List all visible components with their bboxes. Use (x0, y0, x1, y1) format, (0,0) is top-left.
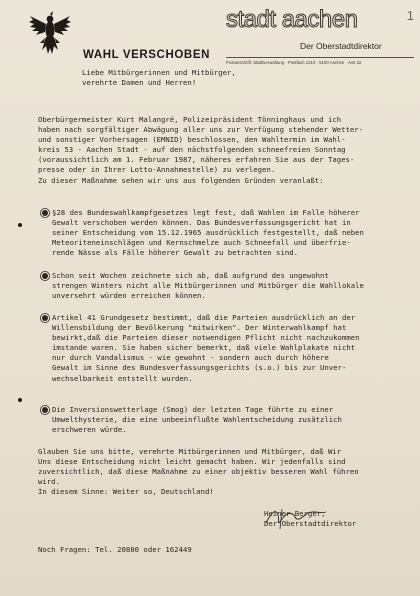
closing-line: zuversichtlich, daß diese Maßnahme zu einer objektiv besseren Wahl führen (38, 467, 359, 477)
greeting (82, 68, 236, 88)
page-mark: 1 (406, 8, 414, 23)
intro-line: Zu dieser Maßnahme sehen wir uns aus folgenden Gründen veranlaßt: (38, 175, 324, 185)
reason-line: Schon seit Wochen zeichnete sich ab, daß aufgrund des ungewohnt (52, 271, 329, 280)
signature-block (264, 509, 356, 529)
reason-line: nur durch Vandalismus - wie gewohnt - sondern auch durch höhere (52, 353, 329, 363)
intro-line: (voraussichtlich am 1. Februar 1987, näheres erfahren Sie aus der Tages- (38, 155, 355, 165)
reason-line: erschweren würde. (52, 425, 127, 435)
footer-contact: Noch Fragen: Tel. 20880 oder 162449 (38, 545, 192, 554)
reason-paragraph (52, 271, 364, 301)
document-title: WAHL VERSCHOBEN (83, 49, 210, 61)
eagle-crest-icon (28, 10, 72, 58)
reason-line: Meteoriteneinschlägen und Kernschmelze auch Schneefall und überfrie- (52, 238, 351, 248)
reason-line: bewirkt,daß die Parteien dieser notwendigen Pflicht nicht nachzukommen (52, 333, 360, 343)
reason-bullet-icon (42, 210, 48, 216)
header-rule (226, 57, 414, 58)
postal-address: Postanschrift: Stadtverwaltung · Postfach 1210 · 5100 Aachen · Amt 32 (226, 60, 362, 65)
reason-line: imstande waren. Sie haben sicher bemerkt, daß viele Wahlplakate nicht (52, 343, 356, 353)
city-logo-text: stadt aachen (226, 6, 358, 33)
closing-line: Glauben Sie uns bitte, verehrte Mitbürgerinnen und Mitbürger, daß Wir (38, 447, 342, 456)
reason-bullet-icon (42, 273, 48, 279)
greeting-line: verehrte Damen und Herren! (82, 78, 197, 88)
reason-line: Gewalt im Sinne des Bundesverfassungsgerichts (s.o.) bis zur Unver- (52, 363, 347, 373)
intro-paragraph (38, 115, 363, 186)
intro-line: presse oder in Ihrer Lotto-Annahmestelle) zu verlegen. (38, 165, 276, 175)
greeting-line: Liebe Mitbürgerinnen und Mitbürger, (82, 68, 236, 77)
punch-hole-mark (18, 223, 22, 227)
reason-line: unversehrt würden erreichen können. (52, 291, 206, 301)
reason-paragraph (52, 405, 342, 435)
reason-line: Umwelthysterie, die eine unbeeinflußte Wahlentscheidung zusätzlich (52, 415, 342, 425)
signer-name: Heiner Berger, (264, 509, 326, 518)
reason-paragraph (52, 208, 364, 258)
closing-line: In diesem Sinne: Weiter so, Deutschland! (38, 487, 214, 497)
intro-line: haben nach sorgfältiger Abwägung aller uns zur Verfügung stehender Wetter- (38, 125, 364, 135)
intro-line: Oberbürgermeister Kurt Malangré, Polizeipräsident Tönninghaus und ich (38, 115, 342, 124)
reason-line: Artikel 41 Grundgesetz bestimmt, daß die Parteien ausdrücklich an der (52, 313, 356, 322)
closing-line: wird. (38, 477, 60, 487)
intro-line: kreis 53 - Aachen Stadt - auf den nächstfolgenden schneefreien Sonntag (38, 145, 346, 155)
reason-bullet-icon (42, 407, 48, 413)
reason-line: Die Inversionswetterlage (Smog) der letzten Tage führte zu einer (52, 405, 334, 414)
intro-line: und sonstiger Vorhersagen (EMNID) beschlossen, den Wahltermin im Wahl- (38, 135, 346, 145)
reason-line: Willensbildung der Bevölkerung "mitwirken". Der Winterwahlkampf hat (52, 323, 347, 333)
reason-line: rende Nässe als Fälle höherer Gewalt zu betrachten sind. (52, 248, 299, 258)
reason-bullet-icon (42, 315, 48, 321)
punch-hole-mark (18, 398, 22, 402)
reason-line: Gewalt verschoben werden können. Das Bundesverfassungsgericht hat in (52, 218, 351, 228)
office-name: Der Oberstadtdirektor (300, 41, 382, 51)
reason-paragraph (52, 313, 360, 384)
reason-line: strengen Winters nicht alle Mitbürgerinnen und Mitbürger die Wahllokale (52, 281, 364, 291)
reason-line: §28 des Bundeswahlkampfgesetzes legt fest, daß Wahlen im Falle höherer (52, 208, 360, 217)
reason-line: seiner Entscheidung vom 15.12.1965 ausdrücklich festgestellt, daß neben (52, 228, 364, 238)
closing-paragraph (38, 447, 359, 497)
closing-line: Uns diese Entscheidung nicht leicht gemacht haben. Wir jedenfalls sind (38, 457, 346, 467)
signer-role: Der Oberstadtdirektor (264, 519, 357, 529)
reason-line: wechselbarkeit entstellt wurden. (52, 373, 193, 383)
